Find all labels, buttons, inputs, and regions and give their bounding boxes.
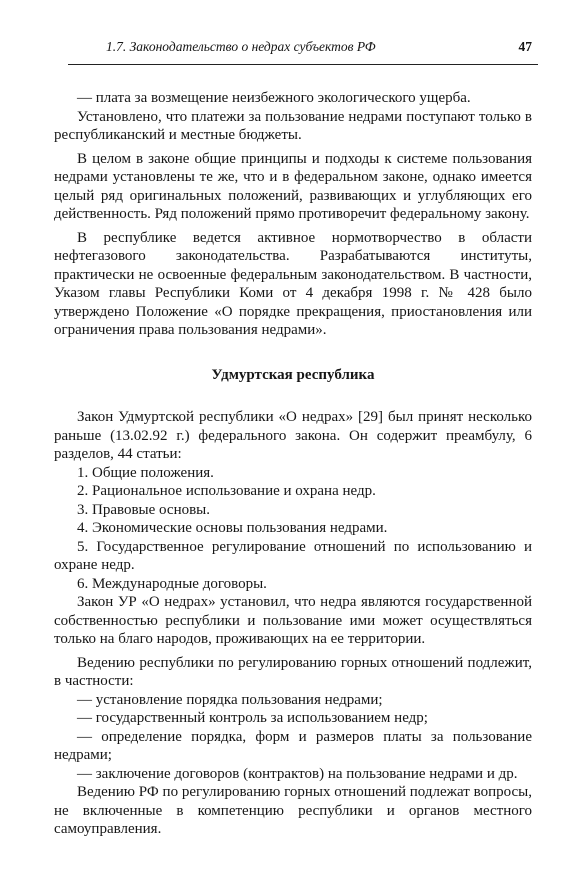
paragraph: В целом в законе общие принципы и подходы к системе пользования недрами установлены те же, что и в федеральном законе, однако имеется целый ряд оригинальных положений, развивающих и углубляющих его действенность. Ряд положений прямо противоречит федеральному закону. bbox=[54, 150, 532, 222]
paragraph: Установлено, что платежи за пользование недрами поступают только в республиканский и местные бюджеты. bbox=[54, 108, 532, 143]
paragraph: Закон УР «О недрах» установил, что недра являются государственной собственностью республики и пользование ими может осуществляться только на благо народов, проживающих на ее территории. bbox=[54, 594, 532, 647]
paragraph: Закон Удмуртской республики «О недрах» [29] был принят несколько раньше (13.02.92 г.) федерального закона. Он содержит преамбулу, 6 разделов, 44 статьи: bbox=[54, 409, 532, 462]
list-item: 2. Рациональное использование и охрана недр. bbox=[77, 483, 376, 499]
list-item: 1. Общие положения. bbox=[77, 464, 214, 481]
header-rule bbox=[68, 64, 538, 65]
list-item: — государственный контроль за использованием недр; bbox=[77, 710, 428, 726]
list-item: 3. Правовые основы. bbox=[77, 501, 211, 518]
list-item: — заключение договоров (контрактов) на пользование недрами и др. bbox=[77, 765, 518, 782]
paragraph: — плата за возмещение неизбежного экологического ущерба. bbox=[77, 90, 471, 106]
list-item: 5. Государственное регулирование отношений по использованию и охране недр. bbox=[54, 538, 532, 573]
section-heading: Удмуртская республика bbox=[211, 366, 375, 383]
list-item: 4. Экономические основы пользования недрами. bbox=[77, 520, 388, 536]
list-item: — установление порядка пользования недрами; bbox=[77, 691, 383, 708]
page-body bbox=[54, 89, 532, 839]
list-item: 6. Международные договоры. bbox=[77, 575, 267, 592]
paragraph: В республике ведется активное нормотворчество в области нефтегазового законодательства. Разрабатываются институты, практически не освоенные федеральным законодательством. В частности, Указом главы Республики Коми от 4 декабря 1998 г. № 428 было утверждено Положение «О порядке прекращения, приостановления или ограничения права пользования недрами». bbox=[54, 229, 532, 338]
chapter-title: 1.7. Законодательство о недрах субъектов РФ bbox=[106, 39, 376, 54]
list-item: — определение порядка, форм и размеров платы за пользование недрами; bbox=[54, 728, 532, 763]
paragraph: Ведению РФ по регулированию горных отношений подлежат вопросы, не включенные в компетенцию республики и органов местного самоуправления. bbox=[54, 784, 532, 837]
page-number: 47 bbox=[518, 39, 532, 54]
paragraph: Ведению республики по регулированию горных отношений подлежит, в частности: bbox=[54, 654, 532, 689]
